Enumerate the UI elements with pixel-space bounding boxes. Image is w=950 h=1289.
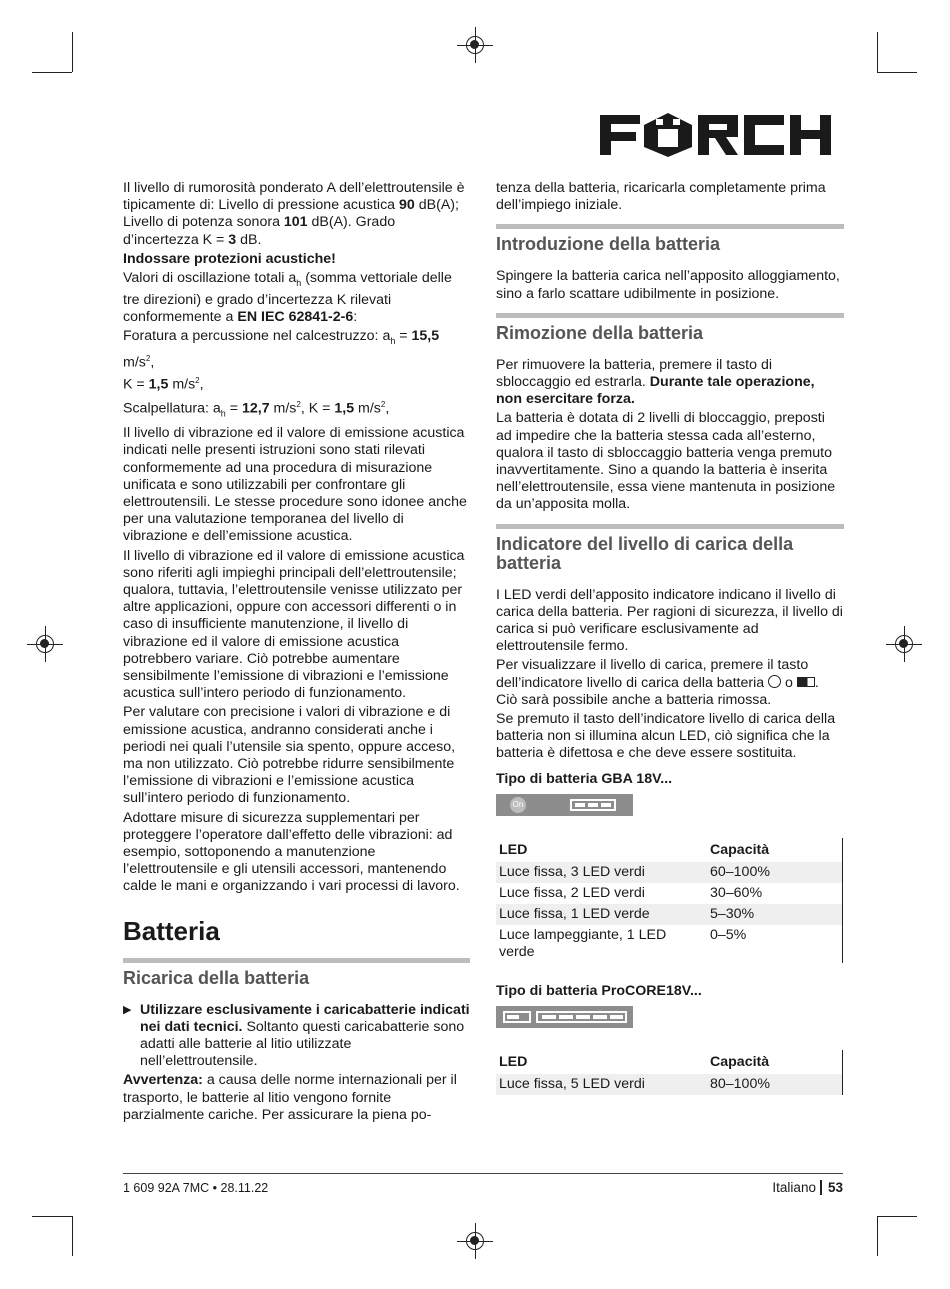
battery-gauge-icon	[536, 1011, 627, 1023]
section-title: Batteria	[123, 915, 220, 946]
paragraph: Valori di oscillazione totali $a_h$ (somma vettoriale delle tre direzioni) e grado d’incertezza K rilevati conformemente a EN IEC 62841-2-6:	[123, 270, 452, 326]
battery-type-label: Tipo di batteria ProCORE18V...	[496, 983, 702, 1000]
on-button-icon	[768, 675, 781, 688]
paragraph: tenza della batteria, ricaricarla completamente prima dell’impiego iniziale.	[496, 180, 826, 214]
battery-icon	[503, 1011, 531, 1023]
paragraph: Il livello di vibrazione ed il valore di emissione acustica sono riferiti agli impieghi principali dell’elettroutensile; qualora, tuttavia, l’elettroutensile venisse utilizzato per altre applicazioni, oppure con accessori differenti o in caso di insufficiente manutenzione, il livello di vibrazione ed il valore di emissione acustica potrebbero variare. Ciò potrebbe aumentare sensibilmente l’emissione di vibrazioni e l’emissione acustica sull’intero periodo di funzionamento.	[123, 547, 465, 702]
battery-type-label: Tipo di batteria GBA 18V...	[496, 770, 673, 787]
table-row: Luce fissa, 1 LED verde 5–30%	[496, 904, 843, 925]
table-header: LED	[499, 1054, 528, 1071]
on-button-icon: On	[510, 797, 526, 813]
crop-mark	[32, 1216, 72, 1217]
table-header: Capacità	[707, 1050, 843, 1074]
page-footer	[123, 1173, 843, 1195]
paragraph: Per visualizzare il livello di carica, premere il tasto dell’indicatore livello di carica della batteria o . Ciò sarà possibile anche a batteria rimossa.	[496, 657, 819, 708]
paragraph: Scalpellatura: $a_h = 12,7$ $m/s^2$, K = 1,5 $m/s^2$,	[123, 400, 390, 419]
registration-mark-icon	[466, 1232, 484, 1250]
paragraph: Se premuto il tasto dell’indicatore livello di carica della batteria non si illumina alcun LED, ciò significa che la batteria è difettosa e che deve essere sostituita.	[496, 711, 836, 762]
note-paragraph: Avvertenza: a causa delle norme internazionali per il trasporto, le batterie al litio vengono fornite parzialmente cariche. Per assicurare la piena po-	[123, 1072, 457, 1123]
crop-mark	[877, 32, 878, 72]
warning-paragraph: Indossare protezioni acustiche!	[123, 250, 336, 267]
forch-logo	[600, 113, 842, 157]
footer-language: Italiano 53	[772, 1180, 843, 1195]
battery-gauge-icon	[570, 799, 616, 811]
table-row: Luce fissa, 3 LED verdi 60–100%	[496, 862, 843, 883]
paragraph: Per rimuovere la batteria, premere il tasto di sbloccaggio ed estrarla. Durante tale operazione, non esercitare forza.	[496, 356, 815, 408]
right-column	[496, 180, 844, 1095]
crop-mark	[877, 1216, 917, 1217]
procore-indicator-figure	[496, 1006, 633, 1028]
table-row: Luce fissa, 5 LED verdi 80–100%	[496, 1074, 843, 1095]
table-header: Capacità	[707, 838, 843, 862]
table-row: Luce lampeggiante, 1 LED verde 0–5%	[496, 925, 843, 963]
gba-indicator-figure	[496, 794, 633, 816]
registration-mark-icon	[895, 635, 913, 653]
crop-mark	[877, 1216, 878, 1256]
subheading-insert: Introduzione della batteria	[496, 224, 844, 254]
crop-mark	[877, 72, 917, 73]
left-column	[123, 180, 470, 1126]
crop-mark	[72, 1216, 73, 1256]
battery-icon	[797, 677, 815, 687]
paragraph: Foratura a percussione nel calcestruzzo: $a_h = 15,5$ $m/s^2$, K = 1,5 $m/s^2$,	[123, 328, 440, 394]
table-row: Luce fissa, 2 LED verdi 30–60%	[496, 883, 843, 904]
paragraph: Per valutare con precisione i valori di vibrazione e di emissione acustica, andranno considerati anche i periodi nei quali l’utensile sia spento, oppure acceso, ma non utilizzato. Ciò potrebbe ridurre sensibilmente l’emissione di vibrazioni e l’emissione acustica sull’intero periodo di funzionamento.	[123, 704, 456, 807]
paragraph: Il livello di vibrazione ed il valore di emissione acustica indicati nelle presenti istruzioni sono stati rilevati conformemente ad una procedura di misurazione unificata e sono utilizzabili per confrontare gli elettroutensili. Le stesse procedure sono idonee anche per una valutazione temporanea del livello di vibrazione e dell’emissione acustica.	[123, 425, 467, 545]
registration-mark-icon	[36, 635, 54, 653]
paragraph: Il livello di rumorosità ponderato A dell’elettroutensile è tipicamente di: Livello di pressione acustica 90 dB(A); Livello di potenza sonora 101 dB(A). Grado d’incertezza K = 3 dB.	[123, 180, 465, 248]
capacity-table-gba	[496, 838, 843, 963]
paragraph: I LED verdi dell’apposito indicatore indicano il livello di carica della batteria. Per ragioni di sicurezza, il livello di carica si può verificare esclusivamente ad elettroutensile fermo.	[496, 586, 843, 655]
paragraph: La batteria è dotata di 2 livelli di bloccaggio, preposti ad impedire che la batteria stessa cada all’esterno, qualora il tasto di sbloccaggio batteria venga premuto inavvertitamente. Sino a quando la batteria è inserita nell’elettroutensile, essa viene mantenuta in posizione da un’apposita molla.	[496, 410, 836, 513]
bullet-item: ▶ Utilizzare esclusivamente i caricabatterie indicati nei dati tecnici. Soltanto questi caricabatterie sono adatti alle batterie al litio utilizzate nell’elettroutensile.	[123, 1002, 470, 1071]
paragraph: Adottare misure di sicurezza supplementari per proteggere l’operatore dall’effetto delle vibrazioni: ad esempio, sottoponendo a manutenzione l’elettroutensile e gli utensili accessori, mantenendo calde le mani e organizzando i vari processi di lavoro.	[123, 809, 460, 895]
capacity-table-procore	[496, 1050, 843, 1095]
page-number: 53	[820, 1180, 843, 1195]
document-code: 1 609 92A 7MC • 28.11.22	[123, 1181, 269, 1195]
subheading-indicator: Indicatore del livello di carica della batteria	[496, 524, 844, 573]
subheading-remove: Rimozione della batteria	[496, 313, 844, 343]
registration-mark-icon	[466, 36, 484, 54]
table-header: LED	[499, 841, 528, 858]
crop-mark	[72, 32, 73, 72]
crop-mark	[32, 72, 72, 73]
subheading-charging: Ricarica della batteria	[123, 958, 470, 988]
paragraph: Spingere la batteria carica nell’apposito alloggiamento, sino a farlo scattare udibilmente in posizione.	[496, 268, 840, 302]
